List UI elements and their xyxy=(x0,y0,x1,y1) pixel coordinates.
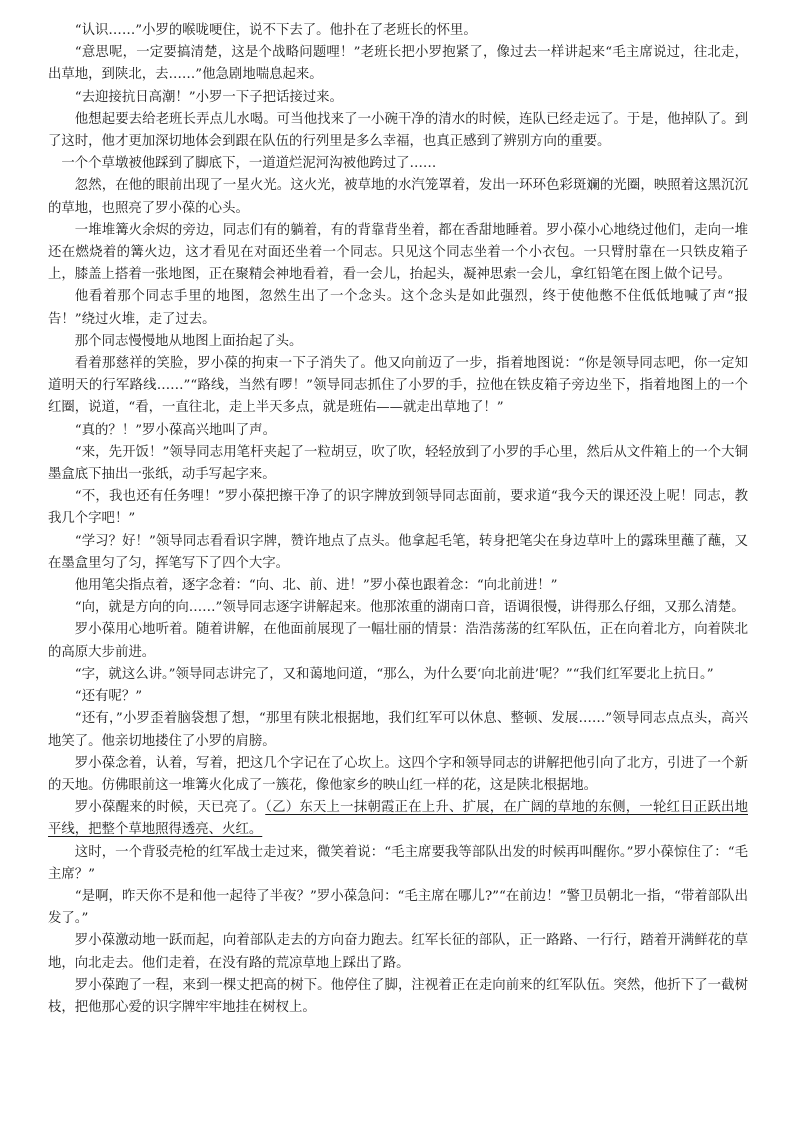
paragraph-12: “来，先开饭！”领导同志用笔杆夹起了一粒胡豆，吹了吹，轻轻放到了小罗的手心里，然后从文件箱上的一个大铜墨盒底下抽出一张纸，动手写起字来。 xyxy=(48,444,748,483)
paragraph-10: 看着那慈祥的笑脸，罗小葆的拘束一下子消失了。他又向前迈了一步，指着地图说：“你是领导同志吧，你一定知道明天的行军路线……”“路线，当然有啰！”领导同志抓住了小罗的手，拉他在铁皮箱子旁边坐下，指着地图上的一个红圈，说道，“看，一直往北，走上半天多点，就是班佑——就走出草地了！” xyxy=(48,356,748,416)
paragraph-8: 他看着那个同志手里的地图，忽然生出了一个念头。这个念头是如此强烈，终于使他憋不住低低地喊了声“报告！”绕过火堆，走了过去。 xyxy=(48,289,748,327)
paragraph-3: “去迎接抗日高潮！”小罗一下子把话接过来。 xyxy=(74,89,343,105)
paragraph-4: 他想起要去给老班长弄点儿水喝。可当他找来了一小碗干净的清水的时候，连队已经走远了。于是，他掉队了。到了这时，他才更加深切地体会到跟在队伍的行列里是多么幸福，也真正感到了辨别方向的重要。 xyxy=(48,111,748,150)
paragraph-5: 一个个草墩被他踩到了脚底下，一道道烂泥河沟被他跨过了…… xyxy=(61,156,437,172)
paragraph-17: 罗小葆用心地听着。随着讲解，在他面前展现了一幅壮丽的情景：浩浩荡荡的红军队伍，正在向着北方，向着陕北的高原大步前进。 xyxy=(48,622,748,660)
paragraph-2: “意思呢，一定要搞清楚，这是个战略问题哩！”老班长把小罗抱紧了，像过去一样讲起来“毛主席说过，往北走，出草地，到陕北，去……”他急剧地喘息起来。 xyxy=(48,45,748,83)
paragraph-25: 罗小葆激动地一跃而起，向着部队走去的方向奋力跑去。红军长征的部队，正一路路、一行行，踏着开满鲜花的草地，向北走去。他们走着，在没有路的荒凉草地上踩出了路。 xyxy=(48,933,748,971)
paragraph-24: “是啊，昨天你不是和他一起待了半夜？”罗小葆急问：“毛主席在哪儿?”“在前边！”警卫员朝北一指，“带着部队出发了。” xyxy=(48,888,748,927)
paragraph-19: “还有呢？” xyxy=(74,689,143,705)
paragraph-9: 那个同志慢慢地从地图上面抬起了头。 xyxy=(74,333,303,349)
paragraph-16: “向，就是方向的向……”领导同志逐字讲解起来。他那浓重的湖南口音，语调很慢，讲得那么仔细，又那么清楚。 xyxy=(74,600,745,616)
paragraph-21: 罗小葆念着，认着，写着，把这几个字记在了心坎上。这四个字和领导同志的讲解把他引向了北方，引进了一个新的天地。仿佛眼前这一堆篝火化成了一簇花，像他家乡的映山红一样的花，这是陕北根据地。 xyxy=(48,755,748,793)
paragraph-26: 罗小葆跑了一程，来到一棵丈把高的树下。他停住了脚，注视着正在走向前来的红军队伍。突然，他折下了一截树枝，把他那心爱的识字牌牢牢地挂在树杈上。 xyxy=(48,977,748,1015)
paragraph-23: 这时，一个背驳壳枪的红军战士走过来，微笑着说：“毛主席要我等部队出发的时候再叫醒你。”罗小葆惊住了：“毛主席？” xyxy=(48,844,748,882)
underlined-passage: （乙）东天上一抹朝霞正在上升、扩展，在广阔的草地的东侧，一轮红日正跃出地平线，把整个草地照得透亮、火红。 xyxy=(48,800,748,838)
document-page xyxy=(48,20,748,1019)
paragraph-18: “字，就这么讲。”领导同志讲完了，又和蔼地问道，“那么，为什么要‘向北前进’呢？”“我们红军要北上抗日。” xyxy=(74,666,714,682)
paragraph-1: “认识……”小罗的喉咙哽住，说不下去了。他扑在了老班长的怀里。 xyxy=(74,23,477,38)
paragraph-14: “学习？好！”领导同志看看识字牌，赞许地点了点头。他拿起毛笔，转身把笔尖在身边草叶上的露珠里蘸了蘸，又在墨盒里匀了匀，挥笔写下了四个大字。 xyxy=(48,533,748,571)
paragraph-15: 他用笔尖指点着，逐字念着：“向、北、前、进！”罗小葆也跟着念：“向北前进！” xyxy=(74,578,558,594)
paragraph-13: “不，我也还有任务哩！”罗小葆把擦干净了的识字牌放到领导同志面前，要求道“我今天的课还没上呢！同志，教我几个字吧！” xyxy=(48,489,748,527)
paragraph-11: “真的？！”罗小葆高兴地叫了声。 xyxy=(74,422,276,438)
paragraph-22-lead: 罗小葆醒来的时候，天已亮了。 xyxy=(74,800,266,816)
paragraph-20: “还有，”小罗歪着脑袋想了想，“那里有陕北根据地，我们红军可以休息、整顿、发展……”领导同志点点头，高兴地笑了。他亲切地搂住了小罗的肩膀。 xyxy=(48,711,748,749)
paragraph-6: 忽然，在他的眼前出现了一星火光。这火光，被草地的水汽笼罩着，发出一环环色彩斑斓的光圈，映照着这黑沉沉的草地，也照亮了罗小葆的心头。 xyxy=(48,178,748,216)
paragraph-7: 一堆堆篝火余烬的旁边，同志们有的躺着，有的背靠背坐着，都在香甜地睡着。罗小葆小心地绕过他们，走向一堆还在燃烧着的篝火边，这才看见在对面还坐着一个同志。只见这个同志坐着一个小衣包。一只臂肘靠在一只铁皮箱子上，膝盖上搭着一张地图，正在聚精会神地看着，看一会儿，抬起头，凝神思索一会儿，拿红铅笔在图上做个记号。 xyxy=(48,222,748,283)
paragraph-22 xyxy=(48,797,748,841)
